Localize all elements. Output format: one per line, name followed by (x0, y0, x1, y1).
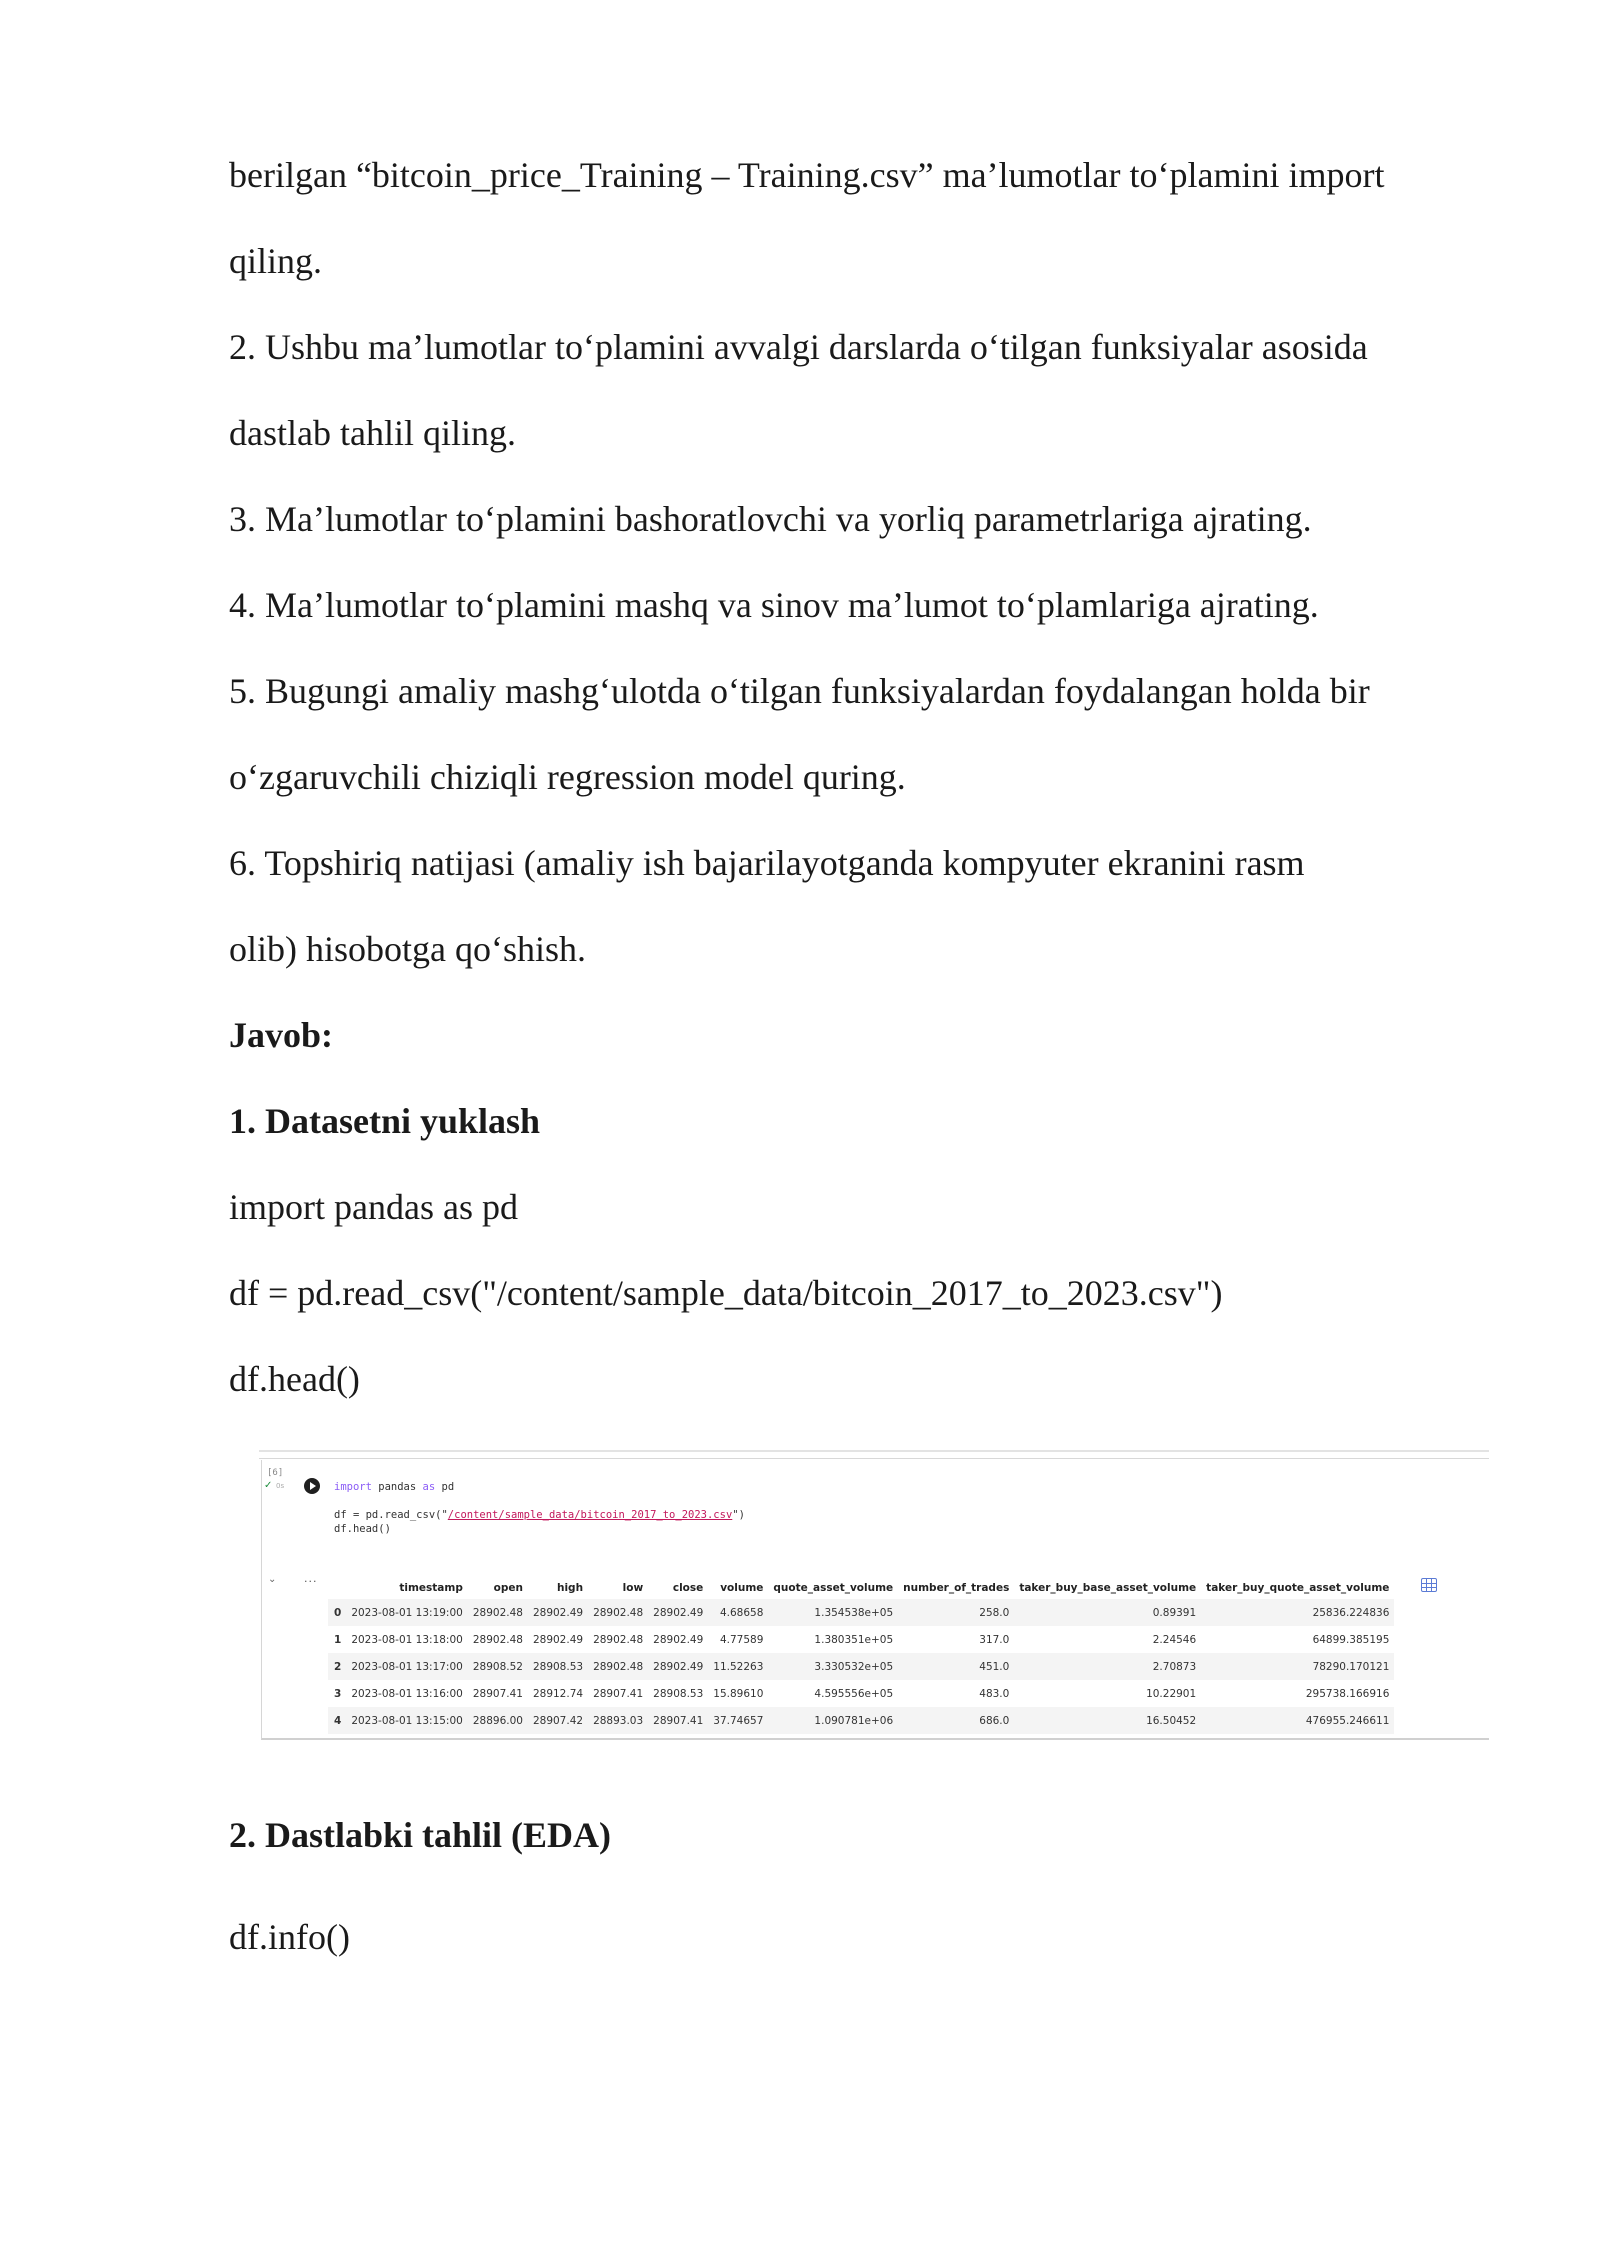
paragraph-line: berilgan “bitcoin_price_Training – Training.csv” ma’lumotlar to‘plamini import (229, 155, 1385, 195)
table-cell: 258.0 (898, 1599, 1014, 1626)
code-line: df.info() (229, 1917, 350, 1957)
column-header: timestamp (399, 1582, 463, 1594)
row-index: 4 (328, 1707, 346, 1734)
table-cell: 28912.74 (532, 1687, 584, 1700)
answer-heading: Javob: (229, 1015, 334, 1055)
row-index: 1 (334, 1633, 342, 1646)
table-cell: 451.0 (898, 1653, 1014, 1680)
section-heading-load: 1. Datasetni yuklash (229, 1101, 541, 1141)
paragraph-line: dastlab tahlil qiling. (229, 413, 516, 453)
code-line: import pandas as pd (229, 1187, 518, 1227)
table-cell: 686.0 (898, 1707, 1014, 1734)
table-cell: 4.68658 (708, 1599, 768, 1626)
dataframe-table (328, 1577, 1394, 1734)
table-cell: 2.70873 (1014, 1653, 1201, 1680)
table-cell: 4.595556e+05 (814, 1687, 894, 1700)
table-cell: 37.74657 (708, 1707, 768, 1734)
code-text: df = pd.read_csv(" (334, 1509, 448, 1521)
table-cell: 2023-08-01 13:15:00 (346, 1707, 468, 1734)
table-cell: 1.380351e+05 (814, 1633, 894, 1646)
table-cell: 28908.53 (528, 1653, 588, 1680)
paragraph-line: olib) hisobotga qo‘shish. (229, 929, 586, 969)
table-cell: 4.77589 (719, 1633, 764, 1646)
code-keyword: import (334, 1481, 372, 1493)
table-cell: 28902.48 (593, 1633, 644, 1646)
code-text: pandas (371, 1481, 423, 1493)
column-header: open (493, 1582, 523, 1594)
table-row (328, 1626, 1394, 1653)
column-header: volume (720, 1582, 764, 1594)
table-row (328, 1653, 1394, 1680)
paragraph-line: o‘zgaruvchili chiziqli regression model quring. (229, 757, 906, 797)
code-line: df = pd.read_csv("/content/sample_data/bitcoin_2017_to_2023.csv") (229, 1273, 1223, 1313)
code-text: ") (732, 1509, 745, 1521)
paragraph-line: 3. Ma’lumotlar to‘plamini bashoratlovchi va yorliq parametrlariga ajrating. (229, 499, 1312, 539)
table-cell: 11.52263 (708, 1653, 768, 1680)
table-cell: 2023-08-01 13:16:00 (351, 1687, 463, 1700)
table-cell: 28902.49 (648, 1653, 708, 1680)
table-cell: 3.330532e+05 (768, 1653, 898, 1680)
table-cell: 317.0 (979, 1633, 1010, 1646)
execution-time: 0s (276, 1482, 285, 1490)
table-cell: 15.89610 (713, 1687, 764, 1700)
column-header (328, 1577, 346, 1599)
table-cell: 2.24546 (1152, 1633, 1197, 1646)
table-cell: 28902.48 (472, 1633, 523, 1646)
table-cell: 28893.03 (588, 1707, 648, 1734)
table-cell: 0.89391 (1014, 1599, 1201, 1626)
column-header: high (556, 1582, 584, 1594)
table-row (328, 1599, 1394, 1626)
paragraph-line: qiling. (229, 241, 323, 281)
table-header-row (328, 1577, 1394, 1599)
column-header: quote_asset_volume (773, 1582, 894, 1594)
code-line: df.head() (229, 1359, 360, 1399)
table-cell: 28902.49 (653, 1633, 704, 1646)
table-cell: 28908.52 (468, 1653, 528, 1680)
table-cell: 2023-08-01 13:19:00 (346, 1599, 468, 1626)
column-header: taker_buy_base_asset_volume (1019, 1582, 1197, 1594)
row-index: 0 (328, 1599, 346, 1626)
table-cell: 25836.224836 (1201, 1599, 1394, 1626)
table-cell: 28902.49 (648, 1599, 708, 1626)
table-cell: 28902.48 (588, 1653, 648, 1680)
code-cell[interactable] (261, 1460, 1489, 1740)
column-header: close (672, 1582, 704, 1594)
paragraph-line: 4. Ma’lumotlar to‘plamini mashq va sinov ma’lumot to‘plamlariga ajrating. (229, 585, 1319, 625)
code-text: df.head() (334, 1523, 391, 1535)
column-header: low (622, 1582, 644, 1594)
table-cell: 1.354538e+05 (768, 1599, 898, 1626)
table-cell: 16.50452 (1014, 1707, 1201, 1734)
table-cell: 483.0 (979, 1687, 1010, 1700)
code-text: pd (435, 1481, 455, 1493)
column-header: taker_buy_quote_asset_volume (1206, 1582, 1390, 1594)
table-cell: 28902.49 (532, 1633, 584, 1646)
table-cell: 28907.41 (472, 1687, 523, 1700)
execution-count: [6] (267, 1468, 284, 1478)
table-row (328, 1680, 1394, 1707)
table-cell: 28902.48 (468, 1599, 528, 1626)
row-index: 3 (334, 1687, 342, 1700)
section-heading-eda: 2. Dastlabki tahlil (EDA) (229, 1815, 612, 1855)
cell-code[interactable] (334, 1480, 745, 1536)
code-string: /content/sample_data/bitcoin_2017_to_2023.csv (447, 1509, 733, 1521)
column-header: number_of_trades (903, 1582, 1010, 1594)
table-cell: 28907.41 (648, 1707, 708, 1734)
table-cell: 28902.49 (528, 1599, 588, 1626)
table-cell: 28907.42 (528, 1707, 588, 1734)
table-cell: 28902.48 (588, 1599, 648, 1626)
table-row (328, 1707, 1394, 1734)
table-cell: 2023-08-01 13:17:00 (346, 1653, 468, 1680)
table-cell: 28908.53 (653, 1687, 704, 1700)
table-cell: 10.22901 (1146, 1687, 1197, 1700)
check-icon: ✓ (264, 1480, 273, 1491)
divider (259, 1458, 1489, 1459)
table-cell: 295738.166916 (1305, 1687, 1390, 1700)
table-cell: 1.090781e+06 (768, 1707, 898, 1734)
divider (259, 1450, 1489, 1452)
table-cell: 28896.00 (468, 1707, 528, 1734)
table-cell: 78290.170121 (1201, 1653, 1394, 1680)
table-cell: 64899.385195 (1312, 1633, 1390, 1646)
table-icon[interactable] (1421, 1578, 1437, 1592)
paragraph-line: 5. Bugungi amaliy mashg‘ulotda o‘tilgan funksiyalardan foydalangan holda bir (229, 671, 1370, 711)
paragraph-line: 2. Ushbu ma’lumotlar to‘plamini avvalgi darslarda o‘tilgan funksiyalar asosida (229, 327, 1368, 367)
table-cell: 2023-08-01 13:18:00 (351, 1633, 463, 1646)
table-cell: 476955.246611 (1201, 1707, 1394, 1734)
notebook-screenshot (229, 1450, 1489, 1740)
chevron-down-icon[interactable]: ⌄ (268, 1574, 277, 1585)
code-keyword: as (422, 1481, 436, 1493)
paragraph-line: 6. Topshiriq natijasi (amaliy ish bajarilayotganda kompyuter ekranini rasm (229, 843, 1305, 883)
output-menu-icon[interactable]: ... (304, 1572, 318, 1585)
row-index: 2 (328, 1653, 346, 1680)
table-cell: 28907.41 (593, 1687, 644, 1700)
play-icon[interactable] (304, 1478, 320, 1494)
